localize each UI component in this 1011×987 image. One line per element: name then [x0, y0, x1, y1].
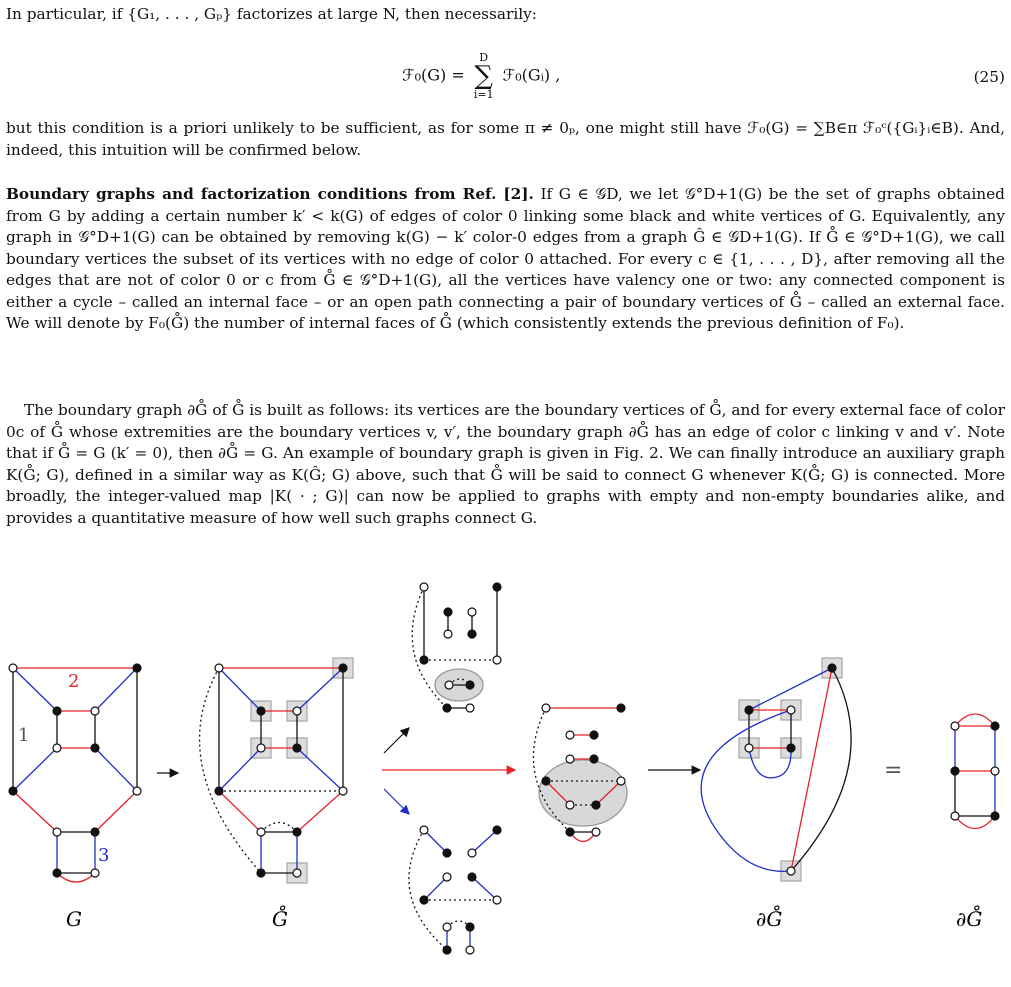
sum-upper-limit: D	[479, 51, 489, 64]
equation-25	[0, 40, 1011, 110]
intro-text: In particular, if {G₁, . . . , Gₚ} factorizes at large N, then necessarily:	[6, 5, 537, 23]
arrow-blue	[384, 789, 409, 814]
faces-color-1	[412, 583, 501, 712]
edge-label-color-1: 1	[18, 725, 30, 746]
sigma-symbol: ∑	[474, 61, 493, 91]
caption-boundary-2: ∂G̊	[956, 907, 983, 931]
sum-operator	[474, 52, 494, 100]
paragraph-boundary-graphs	[6, 184, 1005, 335]
equation-number: (25)	[973, 68, 1005, 86]
figure-2	[0, 555, 1011, 987]
equation-rhs: ℱ₀(Gᵢ) ,	[502, 65, 561, 85]
paragraph-boundary-def	[6, 400, 1005, 529]
caption-g: G	[66, 907, 82, 931]
boundary-graph-2	[951, 714, 999, 829]
faces-color-3	[409, 826, 501, 954]
equation-lhs: ℱ₀(G) =	[402, 65, 465, 85]
equation-body	[402, 52, 560, 100]
arrow-black	[384, 728, 409, 753]
boundary-graph-1	[701, 658, 851, 881]
paragraph-condition	[6, 118, 1005, 161]
paragraph-2: If G ∈ 𝒢D, we let 𝒢°D+1(G) be the set of graphs obtained from G by adding a certain number k′ < k(G) of edges of color 0 linking some black and white vertices of G. Equivalently, any graph in 𝒢°D+1(G) can be obtained by removing k(G) − k′ color-0 edges from a graph Ĝ ∈ 𝒢D+1(G). If G̊ ∈ 𝒢°D+1(G), we call boundary vertices the subset of its vertices with no edge of color 0 attached. For every c ∈ {1, . . . , D}, after removing all the edges that are not of color 0 or c from G̊ ∈ 𝒢°D+1(G), all the vertices have valency one or two: any connected component is either a cycle – called an internal face – or an open path connecting a pair of boundary vertices of G̊ – called an external face. We will denote by F₀(G̊) the number of internal faces of G̊ (which consistently extends the previous definition of F₀).	[6, 185, 1005, 332]
sum-lower-limit: i=1	[473, 88, 494, 101]
paragraph-3: The boundary graph ∂G̊ of G̊ is built as follows: its vertices are the boundary vertices of G̊, and for every external face of color 0c of G̊ whose extremities are the boundary vertices v, v′, the boundary graph ∂G̊ has an edge of color c linking v and v′. Note that if G̊ = G (k′ = 0), then ∂G̊ = G. An example of boundary graph is given in Fig. 2. We can finally introduce an auxiliary graph K(G̊; G), defined in a similar way as K(Ĝ; G) above, such that G̊ will be said to connect G whenever K(G̊; G) is connected. More broadly, the integer-valued map |K( · ; G)| can now be applied to graphs with empty and non-empty boundaries alike, and provides a quantitative measure of how well such graphs connect G.	[6, 401, 1005, 527]
caption-g-ring: G̊	[272, 907, 288, 931]
paragraph-1: but this condition is a priori unlikely to be sufficient, as for some π ≠ 0ₚ, one might still have ℱ₀(G) = ∑B∈π ℱ₀ᶜ({Gᵢ}ᵢ∈B). And, indeed, this intuition will be confirmed below.	[6, 119, 1005, 159]
edge-label-color-2: 2	[68, 671, 80, 692]
graph-g	[9, 664, 141, 882]
intro-line	[6, 4, 1005, 26]
equals-sign: =	[884, 758, 903, 783]
caption-boundary-1: ∂G̊	[756, 907, 783, 931]
faces-color-2	[533, 704, 627, 842]
graph-g-ring	[200, 658, 353, 883]
edge-label-color-3: 3	[98, 845, 110, 866]
section-heading: Boundary graphs and factorization conditions from Ref. [2].	[6, 185, 534, 203]
